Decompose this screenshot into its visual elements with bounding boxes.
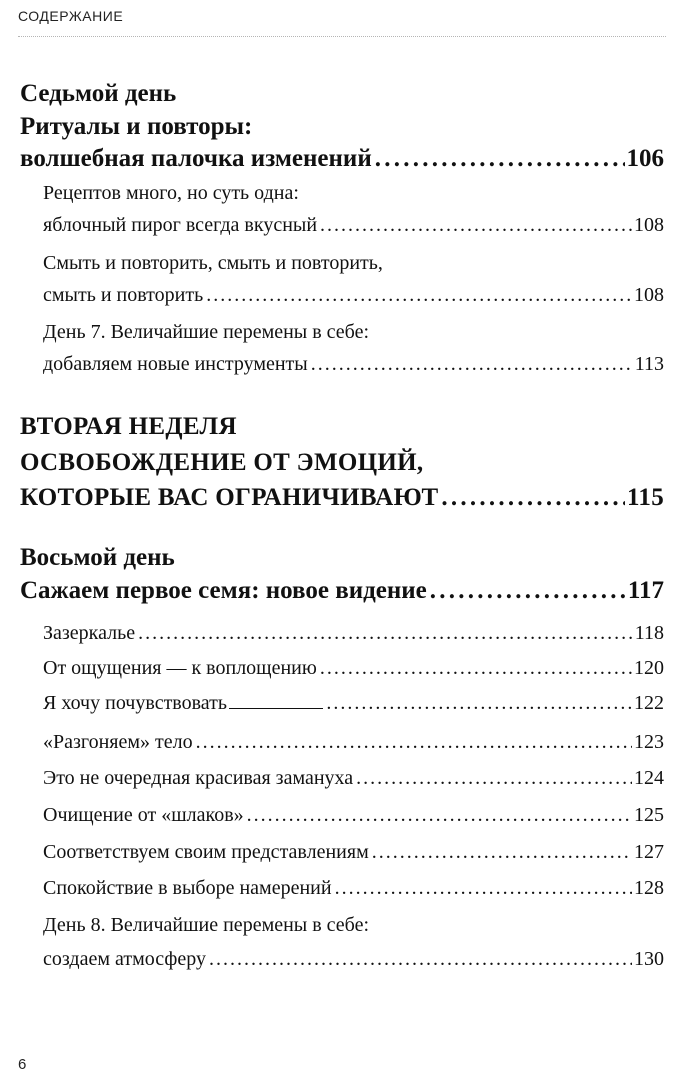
- entry-text: яблочный пирог всегда вкусный: [43, 214, 318, 236]
- entry-text: смыть и повторить: [43, 284, 204, 306]
- dot-leader: [326, 692, 632, 715]
- entry-text: Смыть и повторить, смыть и повторить,: [43, 252, 383, 274]
- toc-entry[interactable]: [43, 731, 664, 754]
- page-number: 128: [634, 877, 664, 899]
- entry-text: От ощущения — к воплощению: [43, 657, 317, 679]
- entry-text: создаем атмосферу: [43, 948, 206, 970]
- part-title-text: ВТОРАЯ НЕДЕЛЯ: [20, 413, 237, 440]
- toc-entry[interactable]: [43, 948, 664, 971]
- toc-entry[interactable]: [43, 284, 664, 307]
- chapter-title-text: Ритуалы и повторы:: [20, 113, 253, 140]
- toc-entry[interactable]: [43, 353, 664, 376]
- toc-entry-line1: [43, 321, 664, 344]
- entry-text: «Разгоняем» тело: [43, 731, 193, 753]
- page-number: 115: [626, 484, 664, 511]
- toc-entry[interactable]: [43, 877, 664, 900]
- page-number: 124: [634, 767, 664, 789]
- toc-entry-week2[interactable]: [20, 484, 664, 512]
- chapter-title-day8-line1: [20, 544, 664, 572]
- entry-text: Спокойствие в выборе намерений: [43, 877, 332, 899]
- entry-text: День 7. Величайшие перемены в себе:: [43, 321, 370, 343]
- chapter-title-text: Восьмой день: [20, 544, 175, 571]
- part-title-text: ОСВОБОЖДЕНИЕ ОТ ЭМОЦИЙ,: [20, 449, 424, 476]
- page-number: 117: [627, 577, 664, 604]
- dot-leader: [441, 484, 625, 512]
- page-number: 108: [634, 214, 664, 236]
- part-title-line2: [20, 449, 664, 477]
- page-number: 127: [634, 841, 664, 863]
- toc-entry[interactable]: [43, 767, 664, 790]
- page-number: 120: [634, 657, 664, 679]
- dot-leader: [196, 731, 632, 754]
- page-number-footer: 6: [18, 1056, 27, 1073]
- fill-in-blank-line: [229, 707, 323, 709]
- page-number: 130: [634, 948, 664, 970]
- chapter-title-text: волшебная палочка изменений: [20, 145, 372, 172]
- toc-entry-line1: [43, 182, 664, 205]
- dot-leader: [311, 353, 633, 376]
- dot-leader: [206, 284, 632, 307]
- part-title-line1: [20, 413, 664, 441]
- page-number: 118: [634, 622, 664, 644]
- page-number: 123: [634, 731, 664, 753]
- toc-entry[interactable]: [43, 622, 664, 645]
- entry-text: Рецептов много, но суть одна:: [43, 182, 299, 204]
- dot-leader: [247, 804, 632, 827]
- entry-text: добавляем новые инструменты: [43, 353, 308, 375]
- page-number: 108: [634, 284, 664, 306]
- toc-entry[interactable]: [43, 657, 664, 680]
- entry-text: Зазеркалье: [43, 622, 136, 644]
- dot-leader: [356, 767, 632, 790]
- dot-leader: [320, 657, 632, 680]
- chapter-title-text: Сажаем первое семя: новое видение: [20, 577, 427, 604]
- toc-entry[interactable]: [43, 804, 664, 827]
- dot-leader: [138, 622, 633, 645]
- chapter-title-text: Седьмой день: [20, 80, 177, 107]
- toc-entry-day8[interactable]: [20, 577, 664, 605]
- toc-entry-day7[interactable]: [20, 145, 664, 173]
- dot-leader: [320, 214, 632, 237]
- toc-entry[interactable]: [43, 214, 664, 237]
- entry-text: Соответствуем своим представлениям: [43, 841, 369, 863]
- dot-leader: [209, 948, 632, 971]
- part-title-text: КОТОРЫЕ ВАС ОГРАНИЧИВАЮТ: [20, 484, 439, 511]
- toc-entry-line1: [43, 914, 664, 937]
- dot-leader: [372, 841, 632, 864]
- dot-leader: [335, 877, 632, 900]
- entry-text: Очищение от «шлаков»: [43, 804, 244, 826]
- page-number: 113: [634, 353, 664, 375]
- page-number: 125: [634, 804, 664, 826]
- chapter-title-day7-line1: [20, 80, 664, 108]
- page-number: 122: [634, 692, 664, 714]
- chapter-title-day7-line2: [20, 113, 664, 141]
- entry-text: День 8. Величайшие перемены в себе:: [43, 914, 370, 936]
- toc-entry-line1: [43, 252, 664, 275]
- running-head: СОДЕРЖАНИЕ: [18, 8, 124, 24]
- toc-entry[interactable]: [43, 841, 664, 864]
- entry-text: Я хочу почувствовать: [43, 692, 228, 714]
- toc-entry[interactable]: [43, 692, 664, 715]
- dot-leader: [430, 577, 626, 605]
- entry-text: Это не очередная красивая замануха: [43, 767, 354, 789]
- dot-leader: [375, 145, 625, 173]
- header-divider: [18, 36, 666, 37]
- page-number: 106: [626, 145, 664, 172]
